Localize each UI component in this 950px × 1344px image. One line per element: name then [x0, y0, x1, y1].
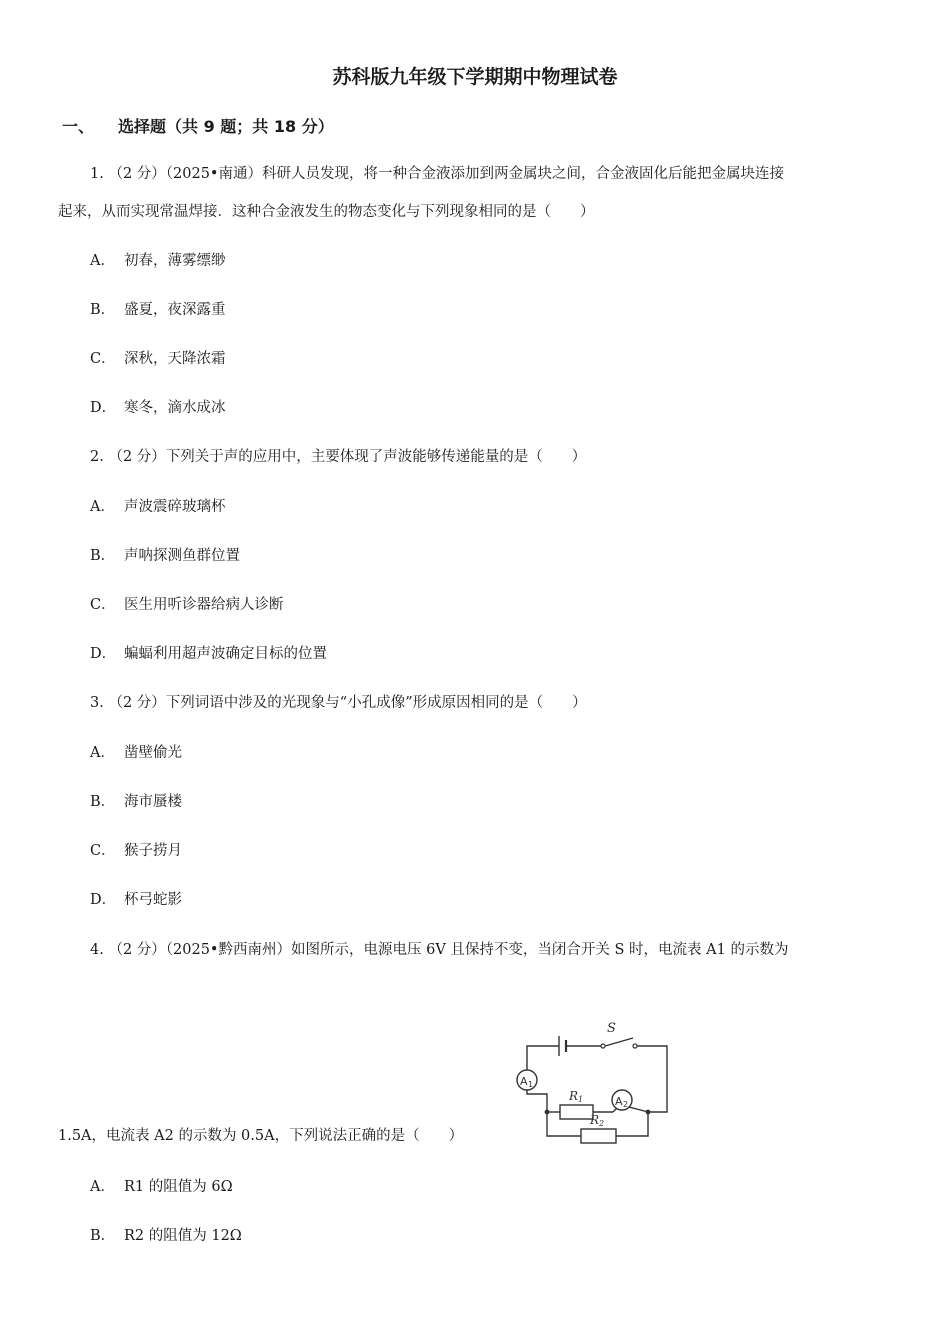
- option-letter: C．: [90, 843, 116, 859]
- question-3-option-d: [90, 890, 182, 910]
- question-1-stem-cont: 起来，从而实现常温焊接．这种合金液发生的物态变化与下列现象相同的是（ ）: [58, 204, 595, 220]
- switch-label: S: [607, 1021, 616, 1036]
- option-text: 声呐探测鱼群位置: [124, 548, 240, 564]
- question-2-option-d: [90, 644, 327, 664]
- option-letter: B．: [90, 794, 116, 810]
- option-letter: A．: [90, 1179, 115, 1195]
- question-3-option-c: [90, 841, 182, 861]
- question-2-stem: 2. （2 分）下列关于声的应用中，主要体现了声波能够传递能量的是（ ）: [90, 449, 587, 465]
- option-letter: D．: [90, 646, 117, 662]
- resistor-r2: [581, 1129, 616, 1143]
- question-2-option-b: [90, 546, 240, 566]
- question-4-stem: 4. （2 分）（2025•黔西南州）如图所示，电源电压 6V 且保持不变，当闭合开关 S 时，电流表 A1 的示数为: [90, 942, 789, 958]
- question-4-stem-cont: 1.5A，电流表 A2 的示数为 0.5A，下列说法正确的是（ ）: [58, 1128, 464, 1144]
- question-2-option-c: [90, 595, 284, 615]
- wire-a2-left: [613, 1108, 617, 1112]
- option-text: 初春，薄雾缥缈: [124, 253, 226, 269]
- question-3-option-b: [90, 792, 182, 812]
- option-letter: D．: [90, 400, 117, 416]
- ammeter-1-label: A: [520, 1075, 528, 1088]
- wire-top-right: [637, 1046, 667, 1112]
- switch-contact-left: [601, 1044, 605, 1048]
- section-heading: [62, 114, 334, 137]
- option-text: 蝙蝠利用超声波确定目标的位置: [124, 646, 327, 662]
- option-text: R1 的阻值为 6Ω: [124, 1179, 233, 1195]
- circuit-diagram: [505, 1018, 685, 1152]
- option-text: 声波震碎玻璃杯: [124, 499, 226, 515]
- question-1-option-d: [90, 398, 226, 418]
- option-letter: D．: [90, 892, 117, 908]
- switch-contact-right: [633, 1044, 637, 1048]
- option-text: 深秋，天降浓霜: [124, 351, 226, 367]
- option-letter: A．: [90, 499, 115, 515]
- option-text: 寒冬，滴水成冰: [124, 400, 226, 416]
- section-number: 一、: [62, 117, 95, 136]
- question-1-option-a: [90, 251, 226, 271]
- option-letter: B．: [90, 302, 116, 318]
- option-text: 海市蜃楼: [124, 794, 182, 810]
- option-text: 盛夏，夜深露重: [124, 302, 226, 318]
- question-3-stem: 3. （2 分）下列词语中涉及的光现象与“小孔成像”形成原因相同的是（ ）: [90, 695, 587, 711]
- ammeter-2-subscript: 2: [623, 1100, 629, 1109]
- resistor-r1-subscript: 1: [578, 1095, 584, 1104]
- ammeter-1-subscript: 1: [528, 1080, 534, 1089]
- option-letter: C．: [90, 597, 116, 613]
- option-letter: B．: [90, 1228, 116, 1244]
- option-letter: A．: [90, 253, 115, 269]
- resistor-r2-label: R: [590, 1113, 600, 1127]
- question-1-option-c: [90, 349, 226, 369]
- option-text: R2 的阻值为 12Ω: [124, 1228, 242, 1244]
- option-text: 杯弓蛇影: [124, 892, 182, 908]
- question-3-option-a: [90, 743, 182, 763]
- option-text: 猴子捞月: [124, 843, 182, 859]
- question-4-option-b: [90, 1226, 242, 1246]
- section-label: 选择题（共 9 题；共 18 分）: [118, 117, 334, 136]
- resistor-r1: [560, 1105, 593, 1119]
- junction-left: [545, 1110, 550, 1115]
- option-letter: A．: [90, 745, 115, 761]
- switch-blade: [605, 1038, 633, 1046]
- option-letter: C．: [90, 351, 116, 367]
- question-1-stem: 1. （2 分）（2025•南通）科研人员发现，将一种合金液添加到两金属块之间，合金液固化后能把金属块连接: [90, 166, 784, 182]
- junction-right: [646, 1110, 651, 1115]
- question-4-option-a: [90, 1177, 233, 1197]
- question-2-option-a: [90, 497, 226, 517]
- resistor-r2-subscript: 2: [599, 1119, 605, 1128]
- wire-a2-right: [616, 1107, 648, 1136]
- option-text: 医生用听诊器给病人诊断: [124, 597, 284, 613]
- resistor-r1-label: R: [569, 1089, 579, 1103]
- question-1-option-b: [90, 300, 226, 320]
- option-letter: B．: [90, 548, 116, 564]
- page-title: 苏科版九年级下学期期中物理试卷: [332, 66, 618, 88]
- option-text: 凿壁偷光: [124, 745, 182, 761]
- ammeter-2-label: A: [615, 1095, 623, 1108]
- wire-top-left: [527, 1046, 559, 1070]
